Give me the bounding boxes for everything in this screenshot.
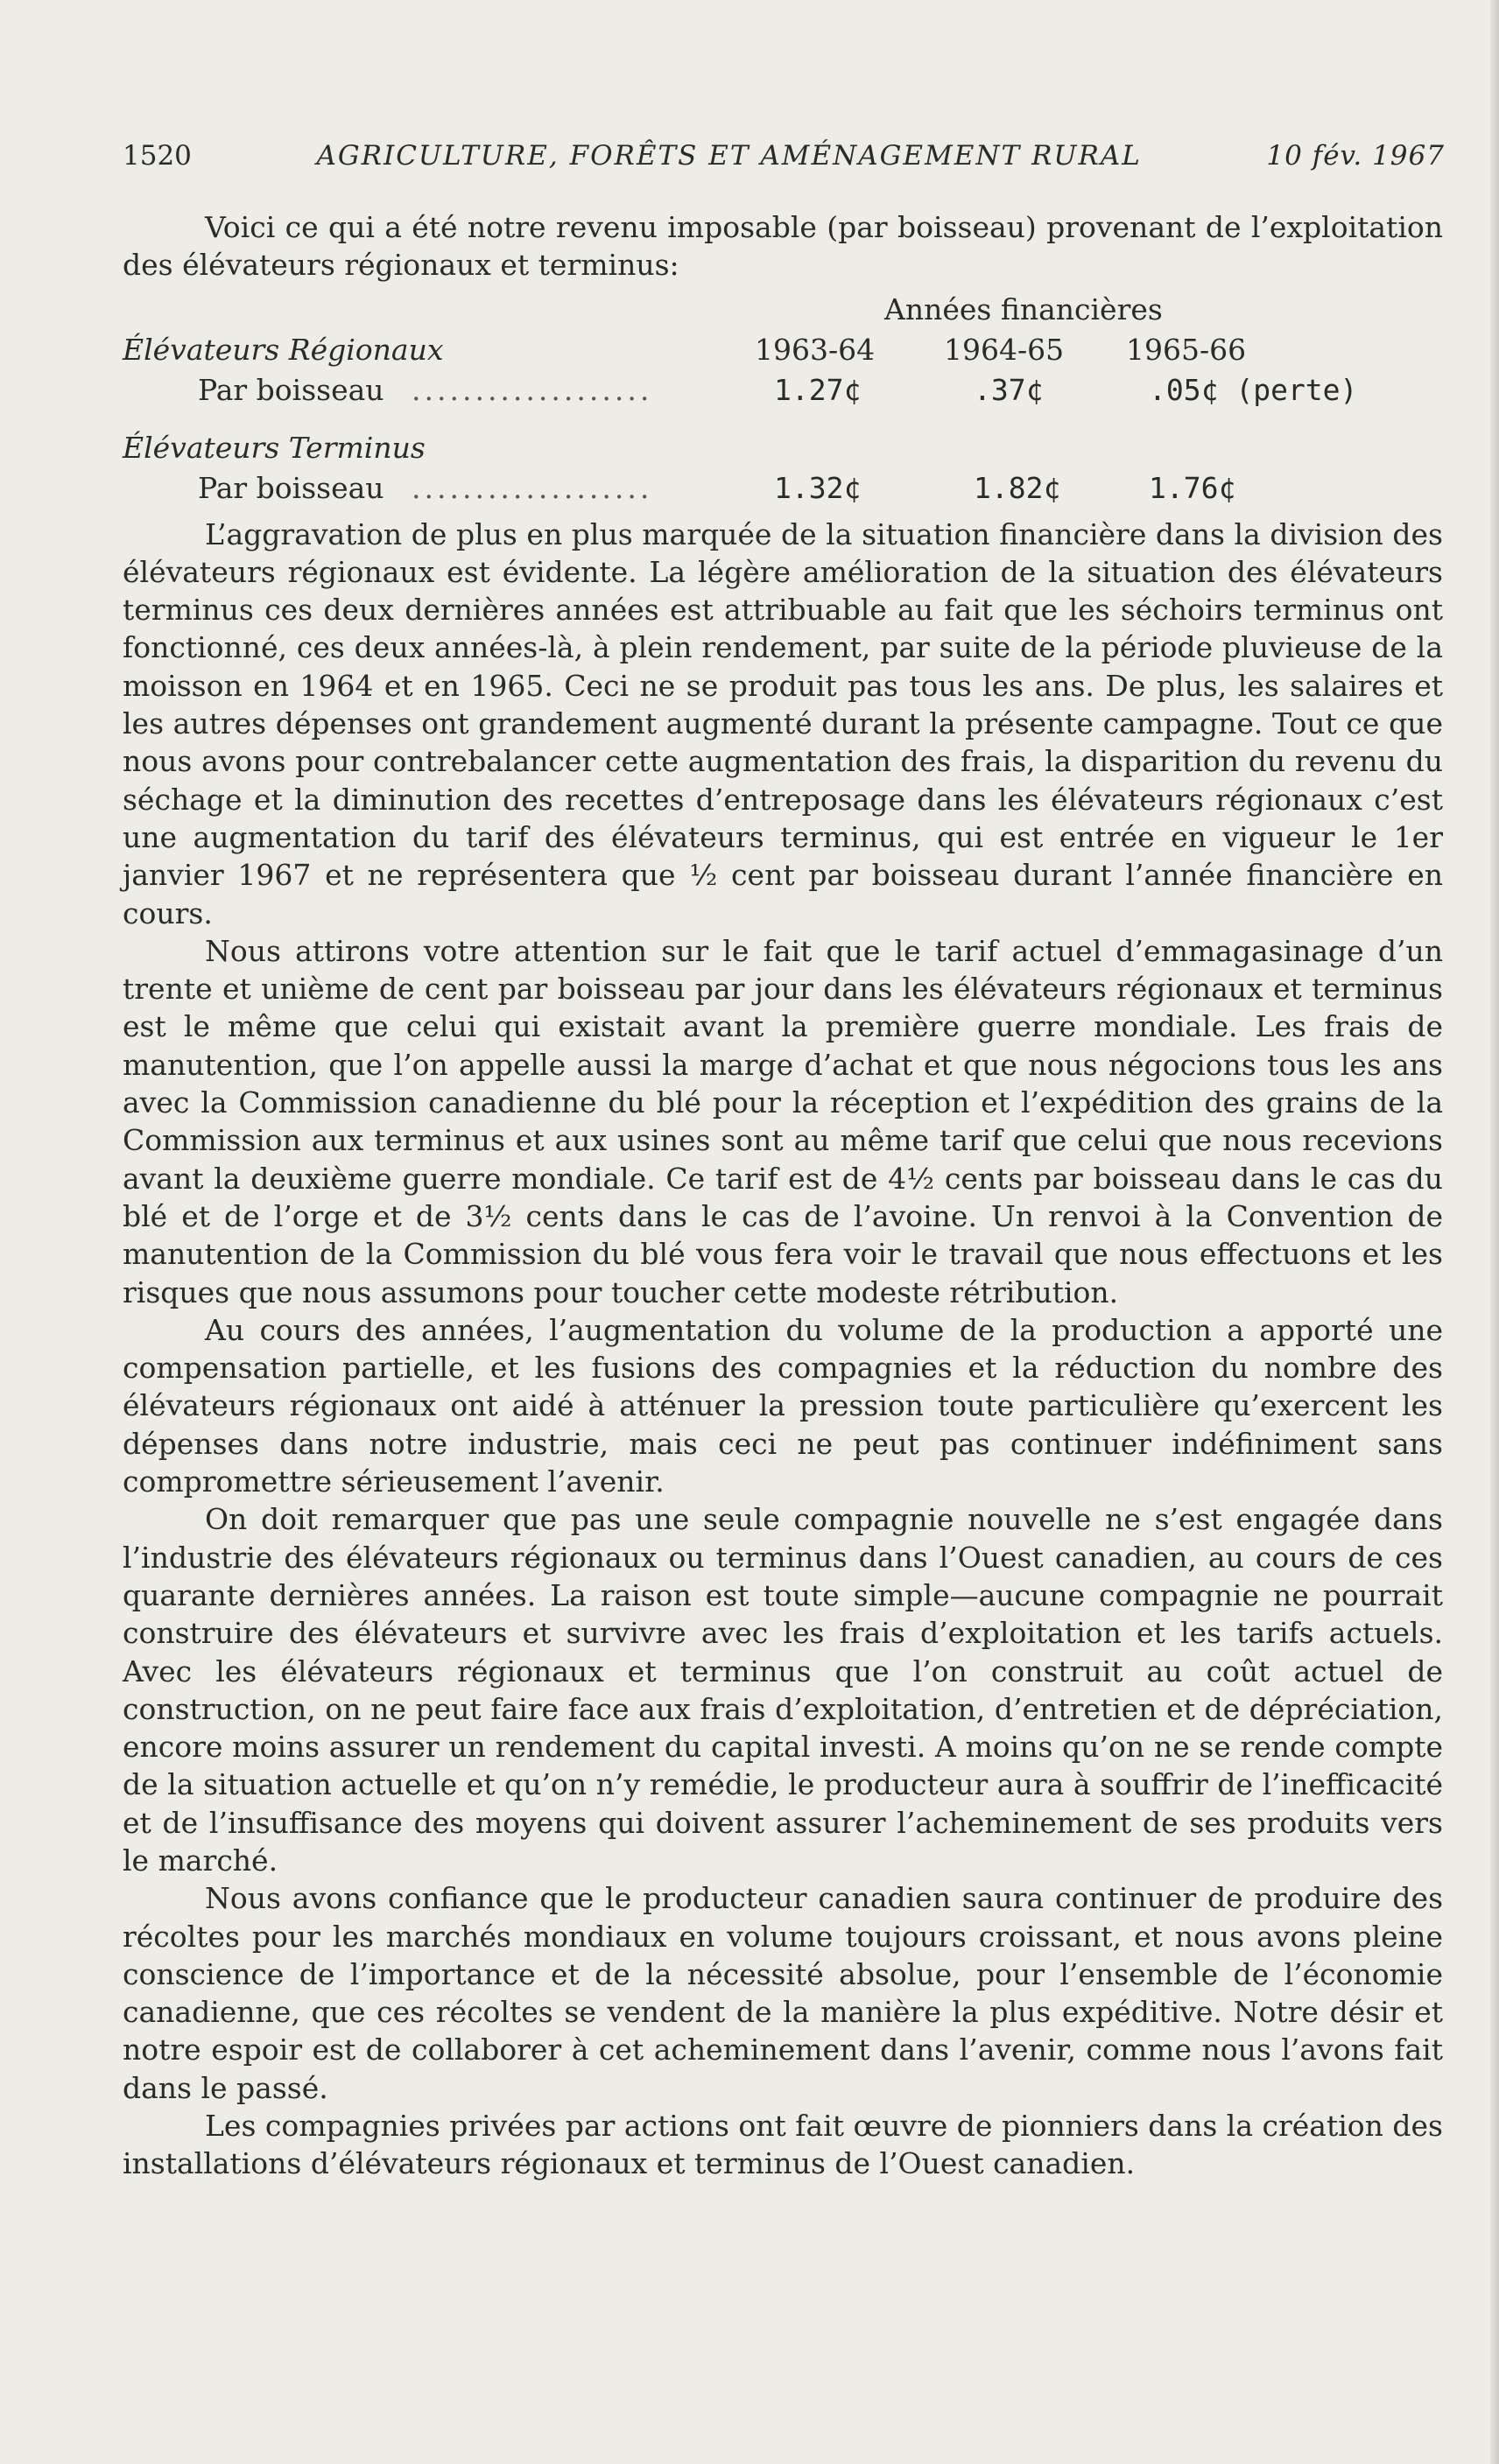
running-header	[123, 140, 1445, 172]
year-column-3: 1965-66	[1126, 332, 1247, 367]
terminal-section-label: Élévateurs Terminus	[123, 430, 426, 465]
leader-dots: ...................	[412, 372, 653, 407]
table-row	[123, 370, 1443, 411]
terminal-value-2: 1.82¢	[974, 470, 1061, 505]
terminal-value-3: 1.76¢	[1149, 470, 1236, 505]
body-paragraph: Nous avons confiance que le producteur canadien saura continuer de produire des récoltes pour les marchés mondiaux en volume toujours croissant, et nous avons pleine conscience de l’importance et de la nécessité absolue, pour l’ensemble de l’économie canadienne, que ces récoltes se vendent de la manière la plus expéditive. Notre désir et notre espoir est de collaborer à cet acheminement dans l’avenir, comme nous l’avons fait dans le passé.	[123, 1881, 1443, 2105]
revenue-table	[123, 290, 1443, 509]
terminal-section-row	[123, 428, 1443, 468]
body-paragraph: Nous attirons votre attention sur le fait que le tarif actuel d’emmagasinage d’un trente et unième de cent par boisseau par jour dans les élévateurs régionaux et terminus est le même que celui qui existait avant la première guerre mondiale. Les frais de manutention, que l’on appelle aussi la marge d’achat et que nous négocions tous les ans avec la Commission canadienne du blé pour la réception et l’expédition des grains de la Commission aux terminus et aux usines sont au même tarif que celui que nous recevions avant la deuxième guerre mondiale. Ce tarif est de 4½ cents par boisseau dans le cas du blé et de l’orge et de 3½ cents dans le cas de l’avoine. Un renvoi à la Convention de manutention de la Commission du blé vous fera voir le travail que nous effectuons et les risques que nous assumons pour toucher cette modeste rétribution.	[123, 933, 1443, 1309]
regional-row-label: Par boisseau	[198, 372, 384, 407]
page-number: 1520	[123, 140, 192, 172]
page-edge	[1490, 0, 1499, 2464]
terminal-row-label: Par boisseau	[198, 470, 384, 505]
header-title: AGRICULTURE, FORÊTS ET AMÉNAGEMENT RURAL	[316, 140, 1142, 172]
table-caption-row	[123, 290, 1443, 330]
regional-section-label: Élévateurs Régionaux	[123, 332, 444, 367]
header-date: 10 fév. 1967	[1266, 140, 1445, 172]
intro-paragraph: Voici ce qui a été notre revenu imposable (par boisseau) provenant de l’exploitation des élévateurs régionaux et terminus:	[123, 210, 1443, 283]
terminal-value-1: 1.32¢	[774, 470, 862, 505]
table-caption: Années financières	[884, 291, 1163, 326]
leader-dots: ...................	[412, 470, 653, 505]
year-column-2: 1964-65	[944, 332, 1065, 367]
year-column-1: 1963-64	[755, 332, 876, 367]
regional-value-1: 1.27¢	[774, 372, 862, 407]
body-paragraph: Au cours des années, l’augmentation du volume de la production a apporté une compensation partielle, et les fusions des compagnies et la réduction du nombre des élévateurs régionaux ont aidé à atténuer la pression toute particulière qu’exercent les dépenses dans notre industrie, mais ceci ne peut pas continuer indéfiniment sans compromettre sérieusement l’avenir.	[123, 1312, 1443, 1499]
table-years-row	[123, 330, 1443, 370]
body-paragraph: L’aggravation de plus en plus marquée de la situation financière dans la division des élévateurs régionaux est évidente. La légère amélioration de la situation des élévateurs terminus ces deux dernières années est attribuable au fait que les séchoirs terminus ont fonctionné, ces deux années-là, à plein rendement, par suite de la période pluvieuse de la moisson en 1964 et en 1965. Ceci ne se produit pas tous les ans. De plus, les salaires et les autres dépenses ont grandement augmenté durant la présente campagne. Tout ce que nous avons pour contrebalancer cette augmentation des frais, la disparition du revenu du séchage et la diminution des recettes d’entreposage dans les élévateurs régionaux c’est une augmentation du tarif des élévateurs terminus, qui est entrée en vigueur le 1er janvier 1967 et ne représentera que ½ cent par boisseau durant l’année financière en cours.	[123, 516, 1443, 930]
table-row	[123, 468, 1443, 509]
regional-value-3: .05¢ (perte)	[1149, 372, 1358, 407]
body-paragraph: Les compagnies privées par actions ont fait œuvre de pionniers dans la création des installations d’élévateurs régionaux et terminus de l’Ouest canadien.	[123, 2109, 1443, 2181]
body-paragraph: On doit remarquer que pas une seule compagnie nouvelle ne s’est engagée dans l’industrie des élévateurs régionaux ou terminus dans l’Ouest canadien, au cours de ces quarante dernières années. La raison est toute simple—aucune compagnie ne pourrait construire des élévateurs et survivre avec les frais d’exploitation et les tarifs actuels. Avec les élévateurs régionaux et terminus que l’on construit au coût actuel de construction, on ne peut faire face aux frais d’exploitation, d’entretien et de dépréciation, encore moins assurer un rendement du capital investi. A moins qu’on ne se rende compte de la situation actuelle et qu’on n’y remédie, le producteur aura à souffrir de l’inefficacité et de l’insuffisance des moyens qui doivent assurer l’acheminement de ses produits vers le marché.	[123, 1502, 1443, 1878]
regional-value-2: .37¢	[974, 372, 1044, 407]
